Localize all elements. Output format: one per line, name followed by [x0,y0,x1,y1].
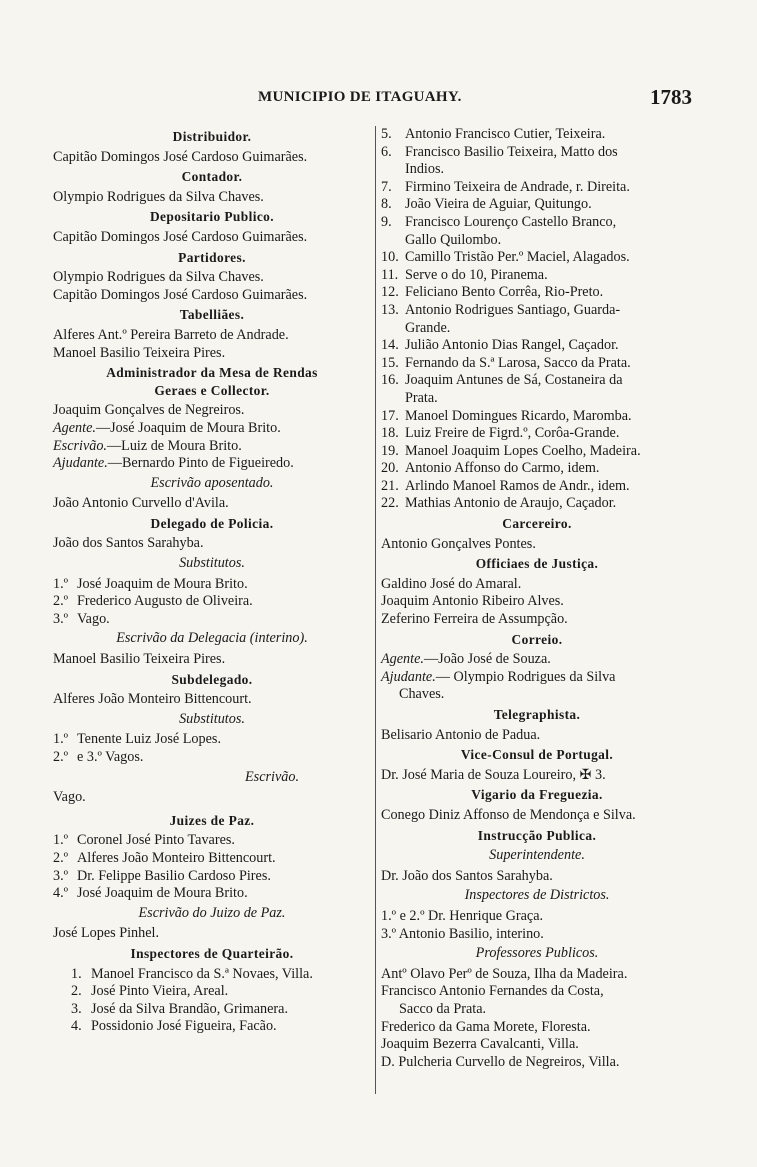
list-item [53,966,371,984]
entry: Galdino José do Amaral. [381,575,522,592]
quarteirao-list [381,126,693,513]
section-heading: Partidores. [178,249,246,265]
item-number: 1. [71,965,82,982]
item-text: Serve o do 10, Piranema. [405,266,548,283]
subheading: Superintendente. [489,847,585,864]
item-number: 22. [381,495,399,512]
entry: Antonio Gonçalves Pontes. [381,535,536,552]
list-item [381,425,693,443]
section-heading: Delegado de Policia. [150,515,274,531]
entry: Joaquim Bezerra Cavalcanti, Villa. [381,1036,579,1053]
item-text: Mathias Antonio de Araujo, Caçador. [405,495,617,512]
section-heading: Carcereiro. [502,516,572,532]
item-text: Frederico Augusto de Oliveira. [77,593,253,610]
item-text: Arlindo Manoel Ramos de Andr., idem. [405,477,630,494]
entry: 1.º e 2.º Dr. Henrique Graça. [381,907,544,924]
entry: Zeferino Ferreira de Assumpção. [381,611,568,628]
item-text: Antonio Francisco Cutier, Teixeira. [405,126,606,142]
item-number: 15. [381,354,399,371]
item-text: Possidonio José Figueira, Facão. [91,1018,277,1035]
section-heading: Inspectores de Quarteirão. [130,945,294,961]
entry [53,420,371,438]
item-text: Manoel Domingues Ricardo, Maromba. [405,407,632,424]
entry-continuation: Gallo Quilombo. [405,231,502,248]
list-item [381,337,693,355]
section-heading: Vice-Consul de Portugal. [460,747,614,763]
list-item [53,850,371,868]
item-number: 17. [381,407,399,424]
entry: Dr. José Maria de Souza Loureiro, ✠ 3. [381,766,606,783]
section-heading: Subdelegado. [171,671,253,687]
section-heading: Telegraphista. [493,707,581,722]
section-heading: Geraes e Collector. [154,382,270,398]
section-heading: Tabelliães. [179,307,245,323]
item-text: Antonio Affonso do Carmo, idem. [405,460,600,477]
item-number: 4. [71,1018,82,1035]
list-item [381,443,693,461]
subheading: Inspectores de Districtos. [464,887,610,904]
item-number: 1.º [53,575,69,592]
list-item [381,355,693,373]
item-text: José Joaquim de Moura Brito. [77,885,248,902]
item-text: Joaquim Antunes de Sá, Costaneira da [405,372,623,389]
subheading [53,630,371,648]
subheading: Professores Publicos. [475,945,599,962]
entry [381,669,693,687]
list-item [381,214,693,232]
item-text: Manoel Francisco da S.ª Novaes, Villa. [91,965,313,982]
page-header [40,85,692,113]
subheading-part: interino [254,630,300,647]
item-number: 21. [381,477,399,494]
role-name: — Olympio Rodrigues da Silva [435,668,616,685]
item-number: 11. [381,266,399,283]
entry: Olympio Rodrigues da Silva Chaves. [53,269,264,286]
section-heading: Vigario da Freguezia. [471,787,603,803]
item-number: 9. [381,213,392,230]
list-item [53,868,371,886]
subheading: Substitutos. [179,555,245,572]
item-number: 14. [381,337,399,354]
item-number: 12. [381,284,399,301]
page-number: 1783 [650,85,692,109]
list-item [381,460,693,478]
list-item [381,302,693,320]
entry: Dr. João dos Santos Sarahyba. [381,867,553,884]
entry: José Lopes Pinhel. [53,925,160,942]
left-column [53,126,371,1036]
entry: Francisco Antonio Fernandes da Costa, [381,983,604,1000]
entry: Antº Olavo Perº de Souza, Ilha da Madeira. [381,965,628,982]
entry: Vago. [53,789,86,806]
item-text: Antonio Rodrigues Santiago, Guarda- [405,301,621,318]
page-title: MUNICIPIO DE ITAGUAHY. [258,89,462,105]
list-item [53,749,371,767]
item-number: 19. [381,442,399,459]
list-item [53,983,371,1001]
entry: Alferes Ant.º Pereira Barreto de Andrade. [53,326,289,343]
section-heading: Distribuidor. [172,129,252,144]
list-item [53,593,371,611]
role-name: —Bernardo Pinto de Figueiredo. [107,455,294,472]
entry: Capitão Domingos José Cardoso Guimarães. [53,148,308,165]
item-text: Fernando da S.ª Larosa, Sacco da Prata. [405,354,631,371]
list-item [53,576,371,594]
list-item [53,731,371,749]
list-item [381,408,693,426]
role-name: —José Joaquim de Moura Brito. [95,419,281,436]
item-number: 3.º [53,867,69,884]
subheading-part: Escrivão da Delegacia ( [116,630,255,647]
item-text: Camillo Tristão Per.º Maciel, Alagados. [405,249,630,266]
item-text: Vago. [77,610,110,627]
role-name: —Luiz de Moura Brito. [106,437,242,454]
list-item [381,495,693,513]
entry-continuation: Chaves. [399,686,445,703]
item-number: 2.º [53,849,69,866]
list-item [53,885,371,903]
item-number: 13. [381,301,399,318]
item-text: Coronel José Pinto Tavares. [77,832,235,849]
list-item [381,196,693,214]
subheading: Escrivão do Juizo de Paz. [138,904,286,921]
item-text: Manoel Joaquim Lopes Coelho, Madeira. [405,442,641,459]
subheading: Substitutos. [179,710,245,727]
entry [381,651,693,669]
role-label: Ajudante. [381,668,436,685]
list-item [53,1001,371,1019]
item-number: 1.º [53,832,69,849]
item-text: Firmino Teixeira de Andrade, r. Direita. [405,178,630,195]
item-text: Alferes João Monteiro Bittencourt. [77,849,276,866]
item-text: José Pinto Vieira, Areal. [91,983,229,1000]
entry: Manoel Basilio Teixeira Pires. [53,651,226,668]
entry: João dos Santos Sarahyba. [53,535,204,552]
item-number: 18. [381,425,399,442]
entry: Belisario Antonio de Padua. [381,726,541,743]
entry: 3.º Antonio Basilio, interino. [381,925,544,942]
item-number: 1.º [53,731,69,748]
section-heading: Instrucção Publica. [477,827,597,843]
entry: Joaquim Gonçalves de Negreiros. [53,402,245,419]
entry-continuation: Prata. [405,389,438,406]
item-number: 8. [381,196,392,213]
list-item [381,179,693,197]
list-item [381,284,693,302]
list-item [53,1018,371,1036]
entry-continuation: Grande. [405,319,451,336]
entry: Joaquim Antonio Ribeiro Alves. [381,593,564,610]
item-number: 3. [71,1000,82,1017]
entry: Capitão Domingos José Cardoso Guimarães. [53,286,308,303]
entry-continuation: Indios. [405,161,445,178]
entry: João Antonio Curvello d'Avila. [53,495,229,512]
item-text: José Joaquim de Moura Brito. [77,575,248,592]
role-name: —João José de Souza. [423,651,551,668]
section-heading: Officiaes de Justiça. [475,556,599,572]
list-item [381,267,693,285]
item-text: Francisco Basilio Teixeira, Matto dos [405,143,618,160]
list-item [381,126,693,144]
entry: D. Pulcheria Curvello de Negreiros, Villa. [381,1053,620,1070]
item-text: José da Silva Brandão, Grimanera. [91,1000,288,1017]
subheading: Escrivão aposentado. [150,474,274,491]
item-number: 6. [381,143,392,160]
item-number: 16. [381,372,399,389]
section-heading: Depositario Publico. [149,209,275,225]
item-text: e 3.º Vagos. [77,749,144,765]
section-heading: Contador. [181,169,243,185]
list-item [381,249,693,267]
entry: Capitão Domingos José Cardoso Guimarães. [53,228,308,245]
item-text: Tenente Luiz José Lopes. [77,731,221,748]
list-item [381,372,693,390]
item-number: 4.º [53,885,69,902]
subheading-part: ). [299,630,308,647]
item-number: 20. [381,460,399,477]
column-divider [375,126,376,1094]
section-heading: Administrador da Mesa de Rendas [106,365,318,381]
entry [53,455,371,473]
list-item [381,478,693,496]
entry [53,438,371,456]
right-column [381,126,693,1071]
item-number: 5. [381,126,392,142]
item-text: Feliciano Bento Corrêa, Rio-Preto. [405,284,604,301]
entry-continuation: Sacco da Prata. [399,1000,487,1017]
item-text: Dr. Felippe Basilio Cardoso Pires. [77,867,271,884]
role-label: Escrivão. [53,437,107,454]
item-number: 3.º [53,610,69,627]
subheading: Escrivão. [245,768,299,785]
list-item [53,832,371,850]
role-label: Agente. [381,651,424,668]
entry: Conego Diniz Affonso de Mendonça e Silva. [381,806,636,823]
section-heading: Correio. [511,631,563,647]
list-item [381,144,693,162]
item-text: Julião Antonio Dias Rangel, Caçador. [405,337,619,354]
role-label: Agente. [53,419,96,436]
entry: Alferes João Monteiro Bittencourt. [53,691,252,708]
entry: Manoel Basilio Teixeira Pires. [53,344,226,361]
list-item [53,611,371,629]
item-number: 10. [381,249,399,266]
item-number: 7. [381,178,392,195]
item-number: 2.º [53,749,69,765]
item-text: João Vieira de Aguiar, Quitungo. [405,196,592,213]
role-label: Ajudante. [53,455,108,472]
item-number: 2.º [53,593,69,610]
entry: Olympio Rodrigues da Silva Chaves. [53,188,264,205]
item-number: 2. [71,983,82,1000]
entry: Frederico da Gama Morete, Floresta. [381,1018,591,1035]
section-heading: Juizes de Paz. [169,812,255,828]
item-text: Francisco Lourenço Castello Branco, [405,213,617,230]
item-text: Luiz Freire de Figrd.º, Corôa-Grande. [405,425,620,442]
